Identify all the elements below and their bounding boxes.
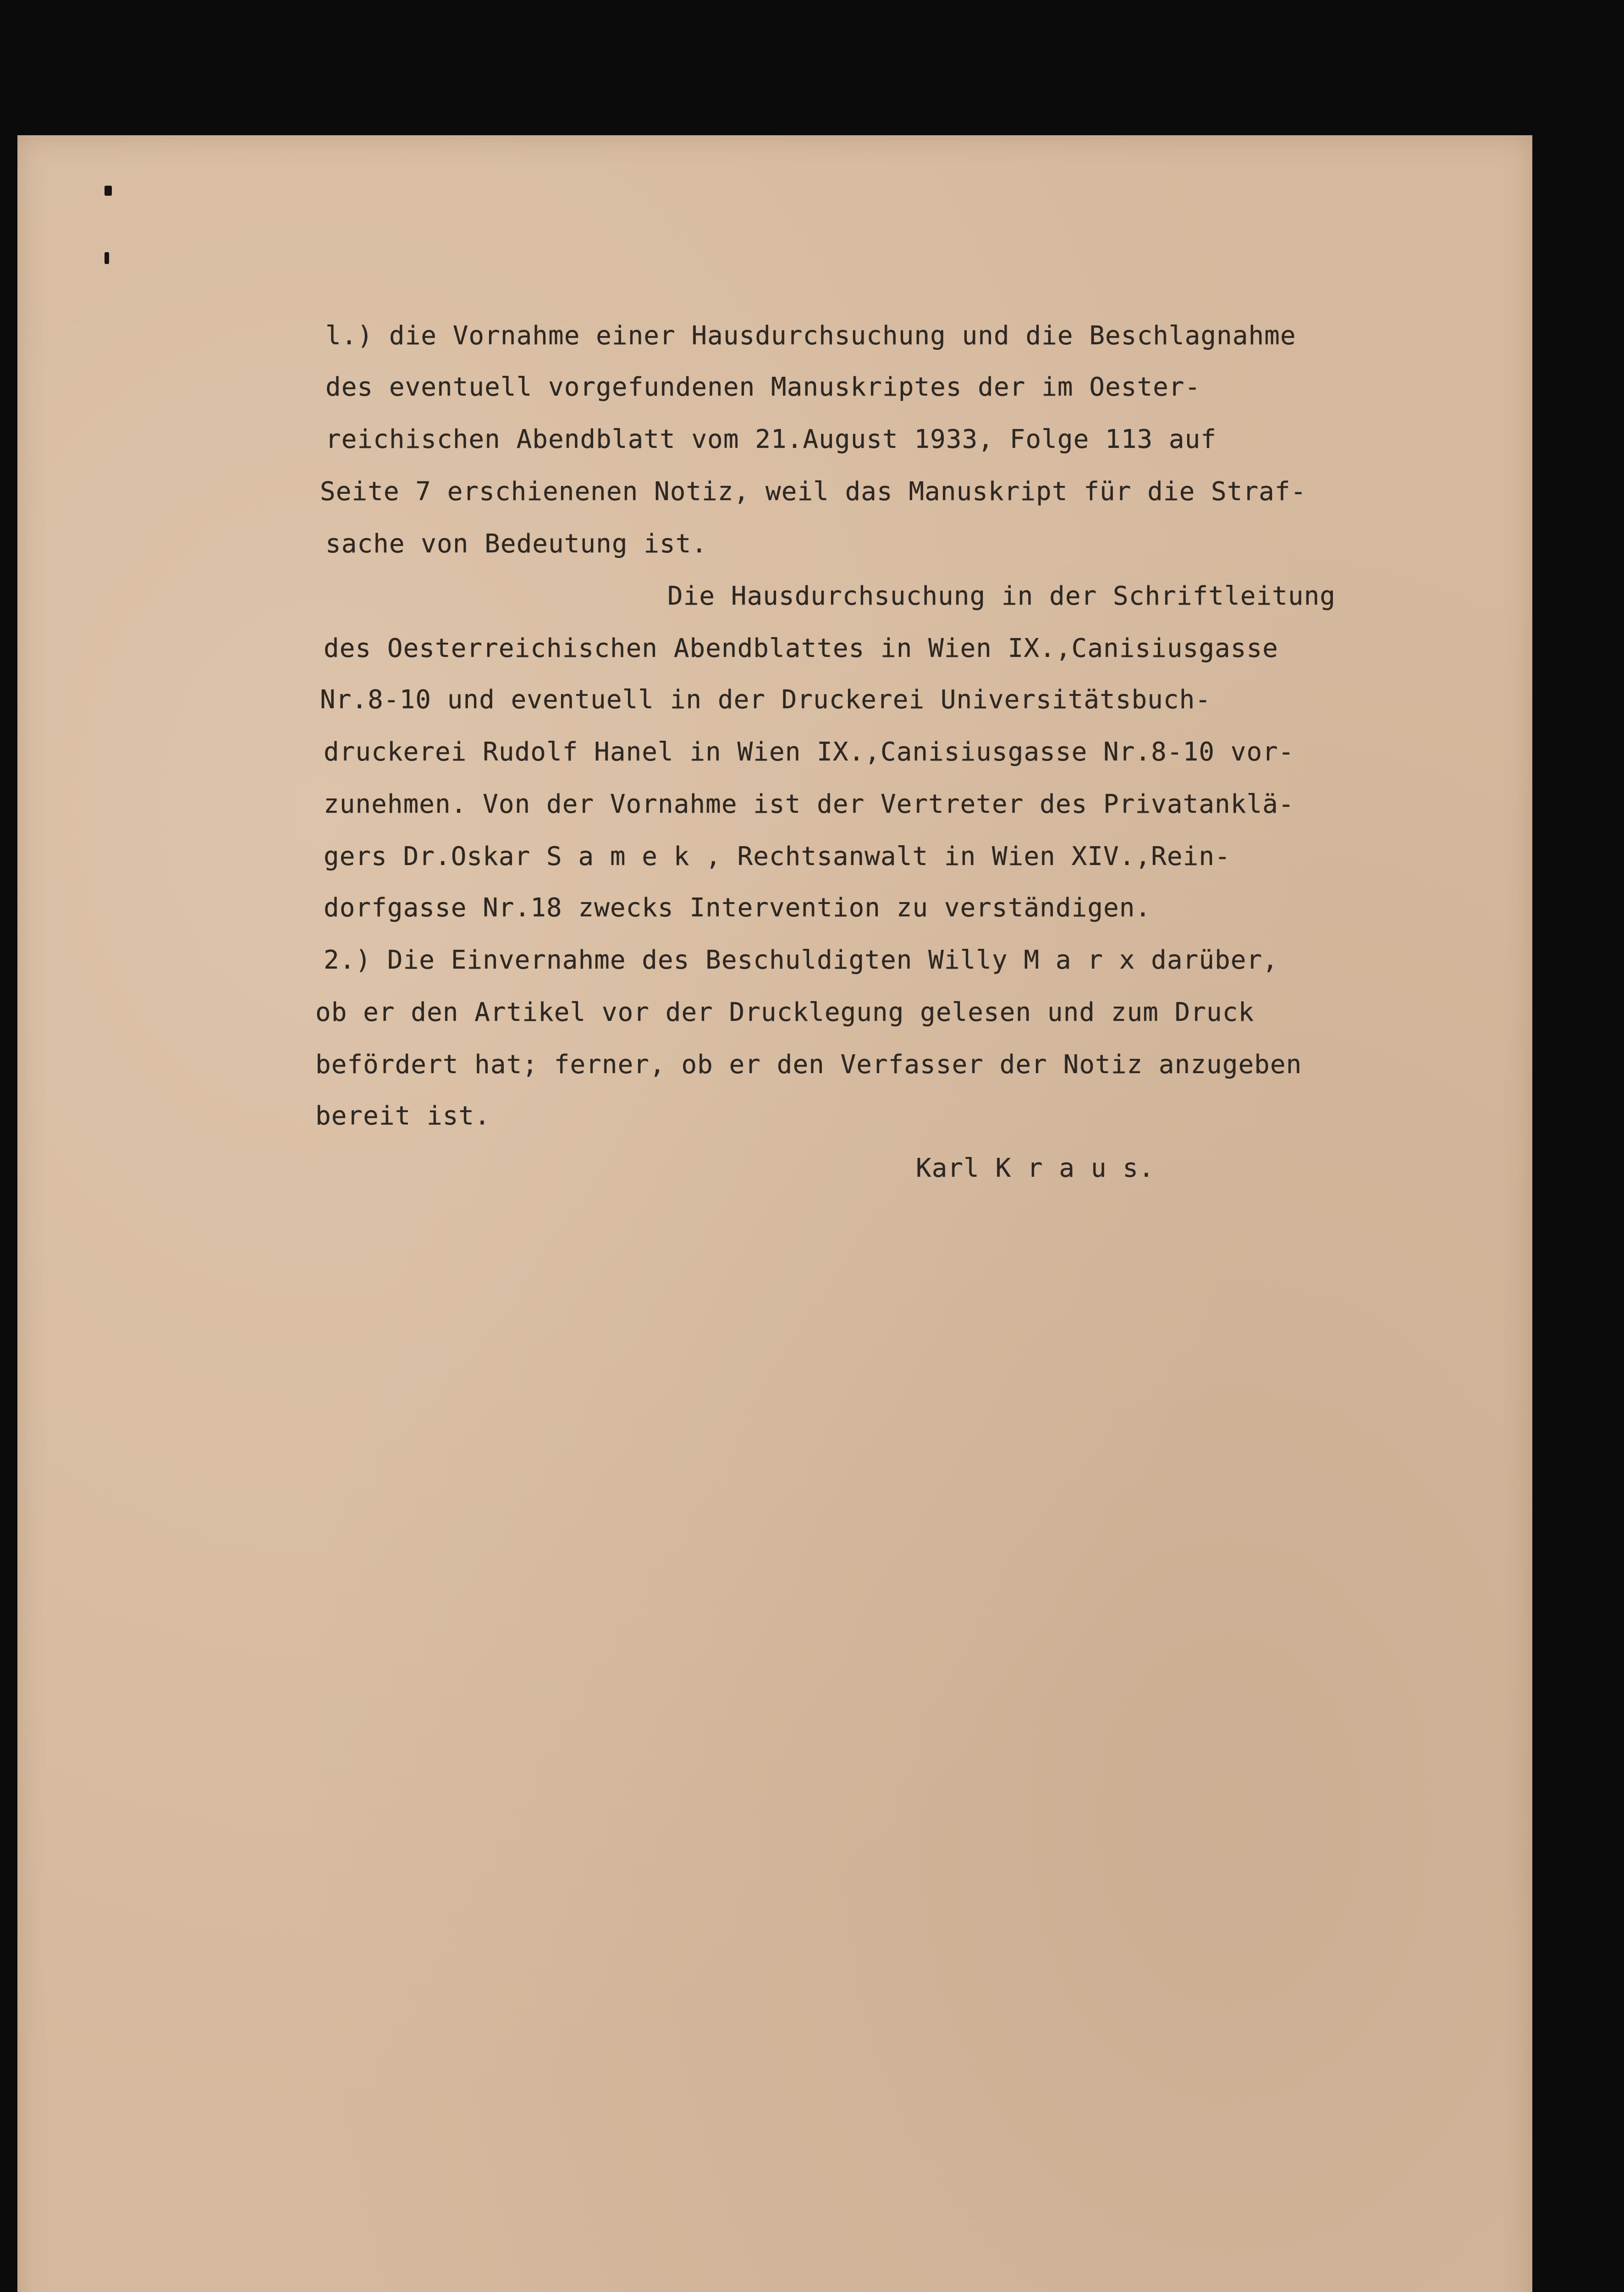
text-line: Die Hausdurchsuchung in der Schriftleitung	[667, 581, 1336, 611]
text-line: reichischen Abendblatt vom 21.August 1933, Folge 113 auf	[325, 424, 1217, 454]
text-line: bereit ist.	[315, 1101, 490, 1131]
text-line: Nr.8-10 und eventuell in der Druckerei Universitätsbuch-	[320, 685, 1211, 715]
text-line: sache von Bedeutung ist.	[325, 529, 708, 559]
text-line: ob er den Artikel vor der Drucklegung gelesen und zum Druck	[315, 997, 1255, 1027]
signature: Karl K r a u s.	[916, 1153, 1155, 1183]
margin-mark	[105, 186, 112, 196]
margin-mark	[105, 252, 109, 264]
text-line: l.) die Vornahme einer Hausdurchsuchung und die Beschlagnahme	[325, 321, 1296, 351]
text-line: des Oesterreichischen Abendblattes in Wien IX.,Canisiusgasse	[324, 634, 1278, 663]
text-line: 2.) Die Einvernahme des Beschuldigten Willy M a r x darüber,	[324, 945, 1278, 975]
paper-sheet	[17, 135, 1532, 2292]
text-line: druckerei Rudolf Hanel in Wien IX.,Canisiusgasse Nr.8-10 vor-	[324, 737, 1294, 767]
text-line: gers Dr.Oskar S a m e k , Rechtsanwalt in Wien XIV.,Rein-	[324, 842, 1231, 871]
text-line: Seite 7 erschienenen Notiz, weil das Manuskript für die Straf-	[320, 477, 1307, 507]
text-line: befördert hat; ferner, ob er den Verfasser der Notiz anzugeben	[315, 1050, 1302, 1080]
text-line: dorfgasse Nr.18 zwecks Intervention zu verständigen.	[324, 893, 1151, 923]
text-line: zunehmen. Von der Vornahme ist der Vertreter des Privatanklä-	[324, 789, 1294, 819]
text-line: des eventuell vorgefundenen Manuskriptes der im Oester-	[325, 372, 1201, 402]
